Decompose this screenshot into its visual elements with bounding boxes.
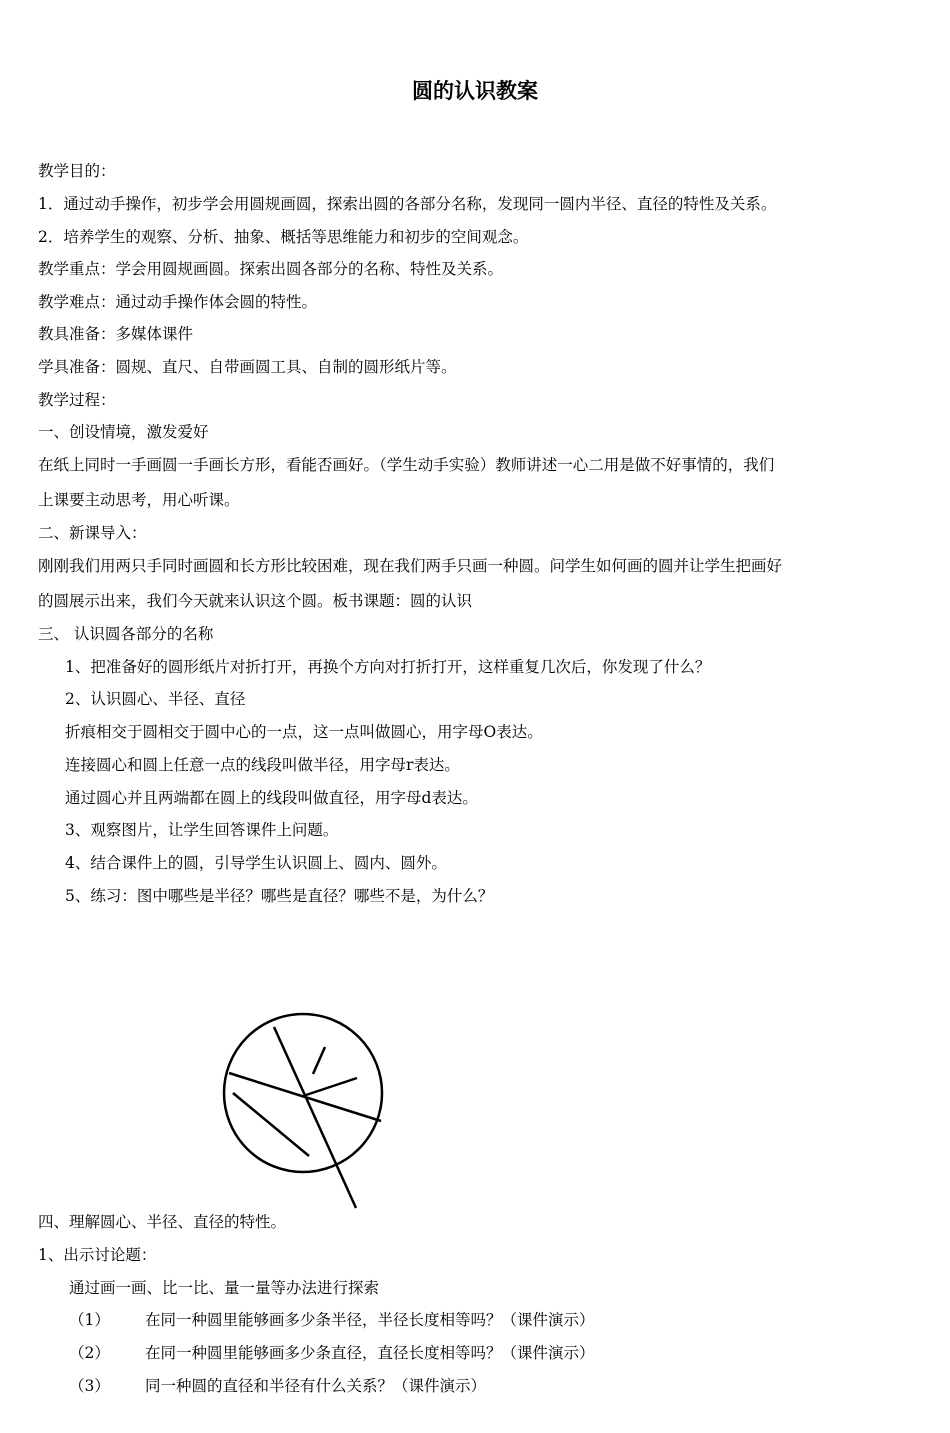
page-title: 圆的认识教案 [412, 79, 538, 103]
section-3-item-4: 4、结合课件上的圆，引导学生认识圆上、圆内、圆外。 [65, 854, 447, 872]
question-number: （1） [69, 1311, 110, 1329]
section-4-heading: 四、理解圆心、半径、直径的特性。 [38, 1213, 287, 1231]
question-item [69, 1342, 949, 1364]
section-3-item-2: 2、认识圆心、半径、直径 [65, 690, 246, 708]
section-1-paragraph-line-2: 上课要主动思考，用心听课。 [38, 491, 240, 509]
section-3-item-2c: 通过圆心并且两端都在圆上的线段叫做直径，用字母d表达。 [65, 789, 478, 807]
section-3-item-5: 5、练习：图中哪些是半径？哪些是直径？哪些不是，为什么？ [65, 887, 494, 905]
circle-exercise-figure [200, 1005, 400, 1215]
goal-2: 2．培养学生的观察、分析、抽象、概括等思维能力和初步的空间观念。 [38, 228, 529, 246]
question-item [69, 1375, 949, 1397]
figure-segment-chord [229, 1073, 381, 1121]
section-2-heading: 二、新课导入： [38, 524, 147, 542]
section-4-method: 通过画一画、比一比、量一量等办法进行探索 [69, 1279, 380, 1297]
section-3-heading: 三、 认识圆各部分的名称 [38, 625, 214, 643]
key-point: 教学重点：学会用圆规画圆。探索出圆各部分的名称、特性及关系。 [38, 260, 504, 278]
teacher-tools: 教具准备：多媒体课件 [38, 325, 194, 343]
goal-1: 1．通过动手操作，初步学会用圆规画圆，探索出圆的各部分名称，发现同一圆内半径、直径的特性及关系。 [38, 195, 777, 213]
figure-segment-short [313, 1047, 325, 1074]
student-tools: 学具准备：圆规、直尺、自带画圆工具、自制的圆形纸片等。 [38, 358, 457, 376]
section-3-item-2a: 折痕相交于圆相交于圆中心的一点，这一点叫做圆心，用字母O表达。 [65, 723, 543, 741]
figure-segment-radius [303, 1078, 357, 1096]
section-2-paragraph-line-2: 的圆展示出来，我们今天就来认识这个圆。板书课题：圆的认识 [38, 592, 473, 610]
question-text: 在同一种圆里能够画多少条半径，半径长度相等吗？（课件演示） [145, 1311, 595, 1329]
question-number: （3） [69, 1377, 110, 1395]
question-text: 在同一种圆里能够画多少条直径，直径长度相等吗？（课件演示） [145, 1344, 595, 1362]
section-2-paragraph-line-1: 刚刚我们用两只手同时画圆和长方形比较困难，现在我们两手只画一种圆。问学生如何画的圆并让学生把画好 [38, 557, 783, 575]
section-3-item-1: 1、把准备好的圆形纸片对折打开，再换个方向对打折打开，这样重复几次后，你发现了什么？ [65, 658, 711, 676]
difficulty: 教学难点：通过动手操作体会圆的特性。 [38, 293, 318, 311]
figure-segment-long-diagonal [274, 1027, 356, 1208]
section-1-paragraph-line-1: 在纸上同时一手画圆一手画长方形，看能否画好。（学生动手实验）教师讲述一心二用是做不好事情的，我们 [38, 456, 775, 474]
question-text: 同一种圆的直径和半径有什么关系？（课件演示） [145, 1377, 487, 1395]
process-heading: 教学过程： [38, 391, 116, 409]
goals-heading: 教学目的： [38, 162, 116, 180]
section-4-question-heading: 1、出示讨论题： [38, 1246, 157, 1264]
section-3-item-3: 3、观察图片，让学生回答课件上问题。 [65, 821, 339, 839]
question-item [69, 1309, 949, 1331]
section-1-heading: 一、创设情境，激发爱好 [38, 423, 209, 441]
question-number: （2） [69, 1344, 110, 1362]
section-3-item-2b: 连接圆心和圆上任意一点的线段叫做半径，用字母r表达。 [65, 756, 460, 774]
